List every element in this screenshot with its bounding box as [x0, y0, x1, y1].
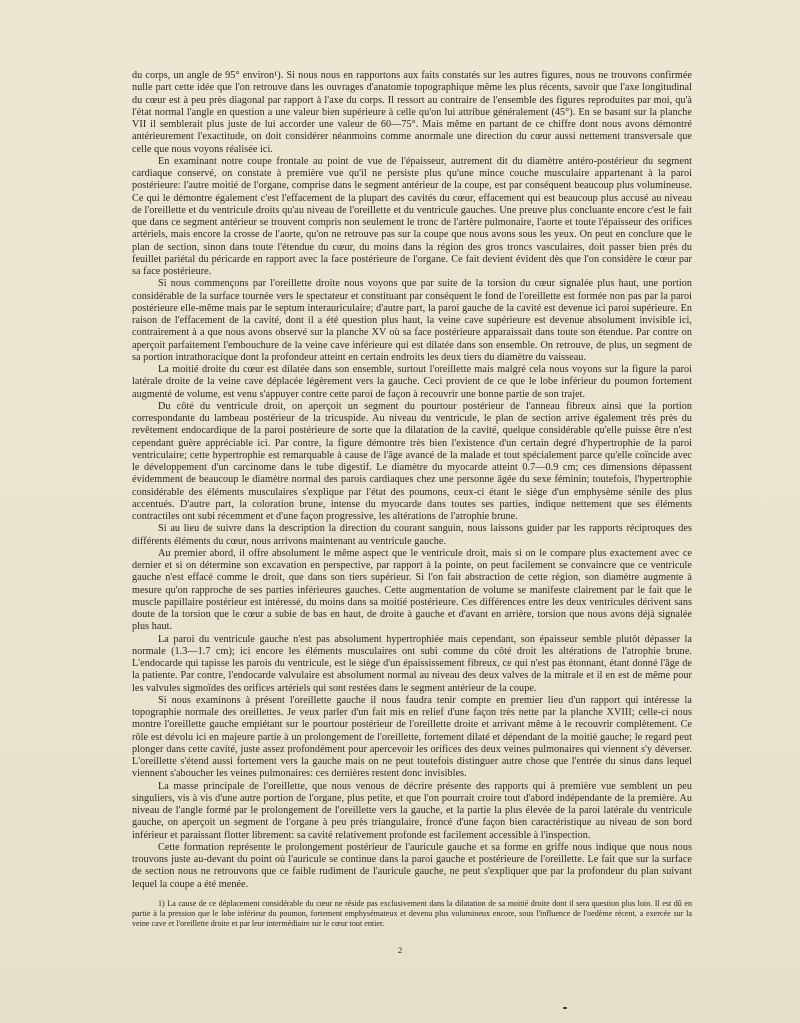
paragraph-11: Cette formation représente le prolongement postérieur de l'auricule gauche et sa forme en griffe nous indique que nous nous trouvons juste au-devant du point où l'auricule se continue dans la paroi gauche et postérieure de l'oreillette. Le fait que sur la surface de section nous ne retrouvons que ce faible rudiment de l'auricule gauche, ne peut s'expliquer que par la profondeur du plan suivant lequel la coupe a été menée.: [132, 841, 692, 890]
footnote: 1) La cause de ce déplacement considérable du cœur ne réside pas exclusivement dans la dilatation de sa moitié droite dont il sera question plus loin. Il est dû en partie à la pression que le lobe inférieur du poumon, fortement emphysémateux et devenu plus volumineux encore, sous l'influence de l'oedème récent, a exercée sur la veine cave et l'oreillette droite et par leur intermédiaire sur le cœur tout entier.: [132, 898, 692, 929]
paragraph-2: En examinant notre coupe frontale au point de vue de l'épaisseur, autrement dit du diamètre antéro-postérieur du segment cardiaque conservé, on constate à première vue qu'il ne persiste plus qu'une mince couche musculaire appartenant à la paroi postérieure: l'autre moitié de l'organe, comprise dans le segment antérieur de la coupe, est par conséquent beaucoup plus volumineuse. Ce qui le démontre également c'est l'effacement de la plupart des cavités du cœur, effacement qui est beaucoup plus accusé au niveau de l'oreillette et du ventricule droits qu'au niveau de l'oreillette et du ventricule gauches. Une preuve plus concluante encore c'est le fait que dans ce segment antérieur se trouvent compris non seulement le tronc de l'artère pulmonaire, l'aorte et toute l'épaisseur des orifices artériels, mais encore la crosse de l'aorte, qu'on ne retrouve pas sur la coupe que nous avons sous les yeux. On peut en conclure que le plan de section, sinon dans toute l'étendue du cœur, du moins dans la région des gros troncs vasculaires, doit passer bien près du feuillet pariétal du péricarde en rapport avec la face postérieure de l'organe. Ce fait devient évident dès que l'on considère le cœur par sa face postérieure.: [132, 155, 692, 277]
paragraph-5: Du côté du ventricule droit, on aperçoit un segment du pourtour postérieur de l'anneau fibreux ainsi que la portion correspondante du lambeau postérieur de la tricuspide. Au niveau du ventricule, le plan de section arrive également très près du revêtement endocardique de la paroi postérieure de sorte que la dilatation de la cavité, quelque considérable qu'elle puisse être n'est cependant guère appréciable ici. Par contre, la figure démontre très bien l'existence d'un certain degré d'hypertrophie de la paroi ventriculaire; cette hypertrophie est remarquable à cause de l'âge avancé de la malade et tout spécialement parce qu'elle coïncide avec le développement d'un carcinome dans le tube digestif. Le diamètre du myocarde atteint 0.7—0.9 cm; ces dimensions dépassent évidemment de beaucoup le diamètre normal des parois cardiaques chez une personne âgée du sexe féminin; toutefois, l'hypertrophie considérable des éléments musculaires s'explique par l'état des poumons, ceux-ci étant le siège d'un emphysème sénile des plus accentués. D'autre part, la coloration brune, intense du myocarde dans toutes ses parties, indique nettement que ses éléments contractiles ont subi récemment et d'une façon progressive, les altérations de l'atrophie brune.: [132, 400, 692, 522]
page-number: 2: [397, 945, 403, 955]
paragraph-3: Si nous commençons par l'oreillette droite nous voyons que par suite de la torsion du cœur signalée plus haut, une portion considérable de la surface tournée vers le spectateur et constituant par conséquent le fond de l'oreillette est formée non pas par la paroi postérieure elle-même mais par le septum interauriculaire; d'autre part, la paroi gauche de la cavité est devenue ici paroi supérieure. En raison de l'effacement de la cavité, dont il a été question plus haut, la veine cave supérieure est devenue absolument invisible ici, contrairement à a que nous avons observé sur la planche XV où sa face postérieure apparaissait dans toute son étendue. Par contre on aperçoit parfaitement l'embouchure de la veine cave inférieure qui est dilatée dans son ensemble. On retrouve, de plus, un segment de sa portion intrathoracique dont la profondeur atteint en certain endroits les deux tiers du diamètre du vaisseau.: [132, 278, 692, 363]
body-text: [132, 70, 692, 930]
paragraph-9: Si nous examinons à présent l'oreillette gauche il nous faudra tenir compte en premier lieu d'un rapport qui intéresse la topographie normale des oreillettes. Je veux parler d'un fait mis en relief d'une façon très nette par la planche XVIII; celle-ci nous montre l'oreillette gauche empiétant sur le pourtour postérieur de l'oreillette droite et arrivant même à le recouvrir complètement. Ce rôle est dévolu ici en majeure partie à un prolongement de l'oreillette, fortement dilaté et dépendant de la moitié gauche; le regard peut plonger dans cette cavité, juste assez profondément pour apercevoir les orifices des deux veines pulmonaires qui viennent s'y déverser. L'oreillette s'étend aussi fortement vers la gauche mais on ne peut toutefois distinguer autre chose que l'entrée du sinus dans lequel viennent s'aboucher les veines pulmonaires: ces dernières restent donc invisibles.: [132, 694, 692, 780]
paragraph-10: La masse principale de l'oreillette, que nous venous de décrire présente des rapports qui à première vue semblent un peu singuliers, vis à vis d'une autre portion de l'organe, plus petite, et que l'on pourrait croire tout d'abord indépendante de la première. Au niveau de l'angle formé par le prolongement de l'oreillette vers la gauche, et la partie la plus élevée de la paroi latérale du ventricule gauche, on aperçoit un segment de l'organe à peu près triangulaire, froncé d'une façon bien caractéristique au niveau de son bord inférieur et paraissant flotter librement: sa cavité relativement profonde est facilement accessible à l'inspection.: [132, 780, 692, 841]
paragraph-1: du corps, un angle de 95° environ¹). Si nous nous en rapportons aux faits constatés sur les autres figures, nous ne trouvons confirmée nulle part cette idée que l'on retrouve dans les ouvrages d'anatomie topographique même les plus récents, savoir que l'axe longitudinal du cœur est à peu près diagonal par rapport à l'axe du corps. Il ressort au contraire de l'ensemble des figures reproduites par moi, qu'à l'état normal l'angle en question a une valeur bien supérieure à celle qu'on lui attribue généralement (45°). En se basant sur la planche VII il semblerait plus juste de lui accorder une valeur de 60—75°. Mais même en partant de ce chiffre dont nous avons démontré antérieurement l'exactitude, on doit considérer néanmoins comme anormale une direction du cœur aussi nettement transversale que celle que nous voyons réalisée ici.: [132, 70, 692, 155]
footnote-block: [132, 899, 692, 930]
paragraph-4: La moitié droite du cœur est dilatée dans son ensemble, surtout l'oreillette mais malgré cela nous voyons sur la figure la paroi latérale droite de la veine cave déplacée légèrement vers la gauche. Ceci provient de ce que le lobe inférieur du poumon fortement augmenté de volume, est venu s'appuyer contre cette paroi de façon à recouvrir une bonne partie de son trajet.: [132, 364, 692, 400]
paragraph-7: Au premier abord, il offre absolument le même aspect que le ventricule droit, mais si on le compare plus exactement avec ce dernier et si on détermine son excavation en perspective, par rapport à la pointe, on peut facilement se convaincre que ce ventricule gauche n'est effacé comme le droit, que dans son tiers supérieur. Si l'on fait abstraction de cette région, son diamètre augmente à mesure qu'on rapproche de ses parties inférieures gauches. Cette augmentation de volume se manifeste clairement par le fait que le muscle papillaire postérieur est intéressé, du moins dans sa moitié postérieure. Ces différences entre les deux ventricules dérivent sans doute de la torsion que le cœur a subie de bas en haut, de droite à gauche et d'avant en arrière, torsion que nous avons déjà signalée plus haut.: [132, 547, 692, 633]
paragraph-8: La paroi du ventricule gauche n'est pas absolument hypertrophiée mais cependant, son épaisseur semble plutôt dépasser la normale (1.3—1.7 cm); ici encore les éléments musculaires ont subi comme du côté droit les altérations de l'atrophie brune. L'endocarde qui tapisse les parois du ventricule, est le siège d'un épaississement fibreux, ce qui n'est pas étonnant, étant donné l'âge de la patiente. Par contre, l'endocarde valvulaire est absolument normal au niveau des deux valves de la mitrale et il en est de même pour les valvules sigmoïdes des orifices artériels qui sont restées dans le segment antérieur de la coupe.: [132, 633, 692, 694]
paragraph-6: Si au lieu de suivre dans la description la direction du courant sanguin, nous laissons guider par les rapports réciproques des différents éléments du cœur, nous arrivons maintenant au ventricule gauche.: [132, 523, 692, 547]
paper-speck: [563, 1007, 567, 1009]
